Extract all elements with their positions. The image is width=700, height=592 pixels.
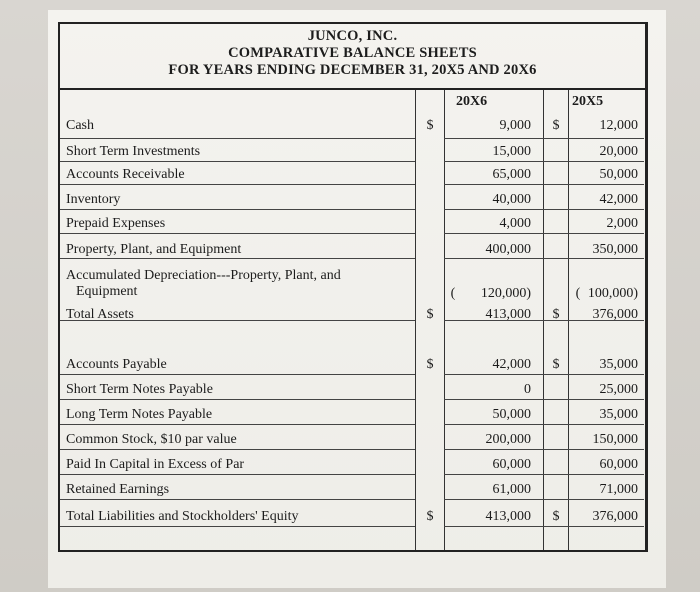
- amount-current: 42,000: [492, 357, 531, 372]
- column-header-current: 20X6: [456, 94, 488, 109]
- row-label: Prepaid Expenses: [66, 216, 166, 231]
- row-rule-liab-0: [60, 374, 415, 375]
- amount-current: 120,000): [480, 286, 531, 301]
- row-rule-liab-1: [60, 399, 415, 400]
- row-label: Total Liabilities and Stockholders' Equity: [66, 509, 299, 524]
- amount-prior: 60,000: [599, 457, 638, 472]
- amount-prior: 150,000: [592, 432, 638, 447]
- open-paren: (: [575, 286, 581, 301]
- row-label: Accounts Receivable: [66, 167, 185, 182]
- currency-sign: $: [426, 357, 434, 372]
- amount-prior: 376,000: [592, 307, 638, 322]
- currency-sign: $: [426, 509, 434, 524]
- amount-current: 400,000: [485, 242, 531, 257]
- row-rule-liab-5-amounts: [444, 499, 644, 500]
- currency-sign: $: [552, 307, 560, 322]
- row-rule-asset-4: [60, 233, 415, 234]
- amount-current: 4,000: [499, 216, 531, 231]
- amount-current: 15,000: [492, 144, 531, 159]
- statement-title: COMPARATIVE BALANCE SHEETS: [228, 45, 477, 61]
- currency-sign: $: [552, 357, 560, 372]
- amount-current: 413,000: [485, 307, 531, 322]
- currency-sign: $: [426, 118, 434, 133]
- row-rule-asset-2: [60, 184, 415, 185]
- divider-label: [415, 90, 416, 550]
- row-rule-liab-0-amounts: [444, 374, 644, 375]
- amount-prior: 12,000: [599, 118, 638, 133]
- column-header-prior: 20X5: [572, 94, 604, 109]
- row-rule-liab-1-amounts: [444, 399, 644, 400]
- row-rule-liab-5: [60, 499, 415, 500]
- amount-prior: 42,000: [599, 192, 638, 207]
- row-rule-liab-6-amounts: [444, 526, 644, 527]
- row-rule-asset-6-amounts: [444, 320, 644, 321]
- row-rule-asset-3: [60, 209, 415, 210]
- amount-prior: 71,000: [599, 482, 638, 497]
- amount-prior: 35,000: [599, 357, 638, 372]
- row-rule-asset-3-amounts: [444, 209, 644, 210]
- statement-period: FOR YEARS ENDING DECEMBER 31, 20X5 AND 20X6: [168, 62, 537, 78]
- open-paren: (: [450, 286, 456, 301]
- amount-current: 61,000: [492, 482, 531, 497]
- amount-prior: 2,000: [606, 216, 638, 231]
- row-label: Total Assets: [66, 307, 134, 322]
- currency-sign: $: [426, 307, 434, 322]
- amount-prior: 20,000: [599, 144, 638, 159]
- amount-current: 0: [524, 382, 531, 397]
- row-rule-liab-3: [60, 449, 415, 450]
- amount-prior: 50,000: [599, 167, 638, 182]
- currency-sign: $: [552, 509, 560, 524]
- row-rule-liab-6: [60, 526, 415, 527]
- amount-current: 50,000: [492, 407, 531, 422]
- row-rule-asset-0: [60, 138, 415, 139]
- amount-prior: 35,000: [599, 407, 638, 422]
- row-rule-asset-6: [60, 320, 415, 321]
- row-rule-asset-1-amounts: [444, 161, 644, 162]
- row-label: Cash: [66, 118, 94, 133]
- row-label-cont: Equipment: [76, 284, 138, 299]
- row-rule-asset-4-amounts: [444, 233, 644, 234]
- row-rule-asset-2-amounts: [444, 184, 644, 185]
- row-rule-asset-1: [60, 161, 415, 162]
- row-label: Accumulated Depreciation---Property, Plant, and: [66, 268, 341, 283]
- row-rule-liab-2: [60, 424, 415, 425]
- row-rule-liab-2-amounts: [444, 424, 644, 425]
- amount-prior: 350,000: [592, 242, 638, 257]
- row-label: Retained Earnings: [66, 482, 170, 497]
- row-label: Short Term Investments: [66, 144, 201, 159]
- row-label: Inventory: [66, 192, 121, 207]
- row-rule-liab-4-amounts: [444, 474, 644, 475]
- row-label: Paid In Capital in Excess of Par: [66, 457, 245, 472]
- amount-prior: 100,000): [587, 286, 638, 301]
- amount-prior: 376,000: [592, 509, 638, 524]
- amount-current: 40,000: [492, 192, 531, 207]
- row-label: Accounts Payable: [66, 357, 167, 372]
- row-rule-asset-5-amounts: [444, 258, 644, 259]
- amount-current: 60,000: [492, 457, 531, 472]
- row-label: Short Term Notes Payable: [66, 382, 213, 397]
- balance-sheet-table: [58, 22, 648, 552]
- paper-sheet: [48, 10, 666, 588]
- amount-current: 9,000: [499, 118, 531, 133]
- amount-prior: 25,000: [599, 382, 638, 397]
- row-rule-liab-3-amounts: [444, 449, 644, 450]
- row-rule-liab-4: [60, 474, 415, 475]
- row-rule-asset-0-amounts: [444, 138, 644, 139]
- currency-sign: $: [552, 118, 560, 133]
- company-name: JUNCO, INC.: [307, 28, 398, 44]
- row-rule-asset-5: [60, 258, 415, 259]
- statement-header: [60, 24, 645, 90]
- row-label: Long Term Notes Payable: [66, 407, 213, 422]
- row-label: Common Stock, $10 par value: [66, 432, 237, 447]
- amount-current: 413,000: [485, 509, 531, 524]
- row-label: Property, Plant, and Equipment: [66, 242, 242, 257]
- amount-current: 200,000: [485, 432, 531, 447]
- amount-current: 65,000: [492, 167, 531, 182]
